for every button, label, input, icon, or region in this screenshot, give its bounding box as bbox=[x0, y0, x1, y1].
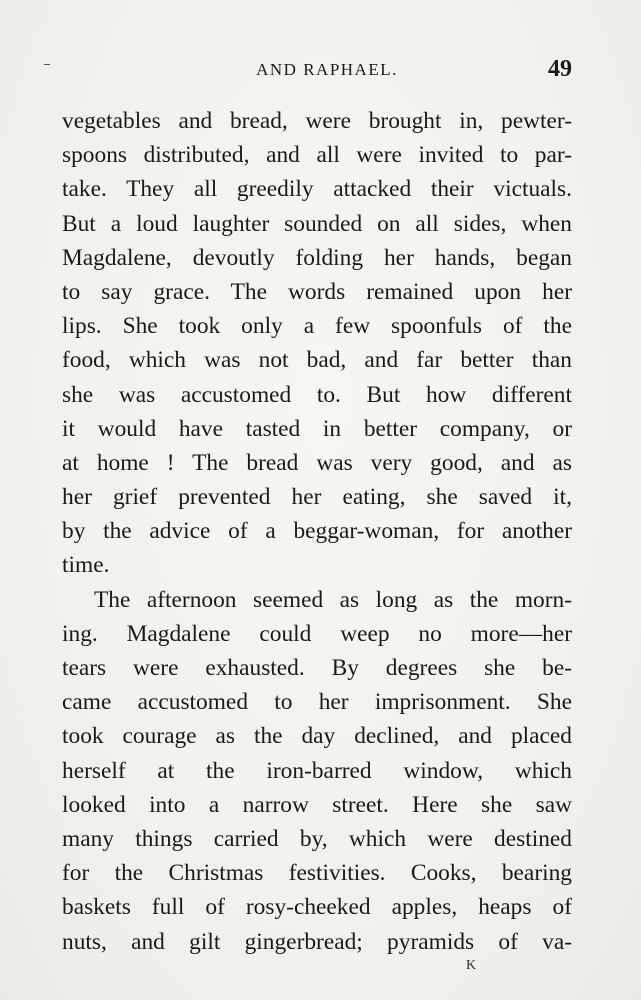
signature-mark: K bbox=[466, 958, 477, 973]
text-line: to say grace. The words remained upon her bbox=[62, 278, 572, 305]
text-line: Magdalene, devoutly folding her hands, began bbox=[62, 244, 572, 271]
body-text bbox=[62, 104, 572, 959]
page-number: 49 bbox=[548, 56, 572, 82]
text-line: baskets full of rosy-cheeked apples, heaps of bbox=[62, 894, 572, 921]
text-line: spoons distributed, and all were invited to par- bbox=[62, 142, 572, 169]
text-line: food, which was not bad, and far better than bbox=[62, 347, 572, 374]
text-line: it would have tasted in better company, or bbox=[62, 415, 572, 442]
text-line: took courage as the day declined, and placed bbox=[62, 723, 572, 750]
text-line: for the Christmas festivities. Cooks, bearing bbox=[62, 860, 572, 887]
text-line: But a loud laughter sounded on all sides, when bbox=[62, 210, 572, 237]
text-line: by the advice of a beggar-woman, for another bbox=[62, 518, 572, 545]
paragraph-end-line: time. bbox=[62, 552, 110, 579]
text-line: came accustomed to her imprisonment. She bbox=[62, 689, 572, 716]
margin-mark bbox=[44, 64, 50, 65]
page-header bbox=[62, 56, 572, 86]
text-line: tears were exhausted. By degrees she be- bbox=[62, 655, 572, 681]
text-line: at home ! The bread was very good, and as bbox=[62, 449, 572, 476]
text-line: ing. Magdalene could weep no more—her bbox=[62, 620, 572, 647]
text-line: looked into a narrow street. Here she saw bbox=[62, 791, 572, 818]
text-line: lips. She took only a few spoonfuls of the bbox=[62, 313, 572, 340]
text-line: her grief prevented her eating, she saved it, bbox=[62, 484, 572, 511]
text-line: many things carried by, which were destined bbox=[62, 825, 572, 852]
paragraph-start-line: The afternoon seemed as long as the morn- bbox=[94, 586, 572, 613]
text-line: herself at the iron-barred window, which bbox=[62, 757, 572, 784]
text-line: take. They all greedily attacked their victuals. bbox=[62, 176, 572, 203]
text-line: she was accustomed to. But how different bbox=[62, 381, 572, 408]
running-title: AND RAPHAEL. bbox=[256, 60, 398, 79]
text-line: vegetables and bread, were brought in, pewter- bbox=[62, 108, 572, 134]
text-line: nuts, and gilt gingerbread; pyramids of va- bbox=[62, 928, 572, 955]
